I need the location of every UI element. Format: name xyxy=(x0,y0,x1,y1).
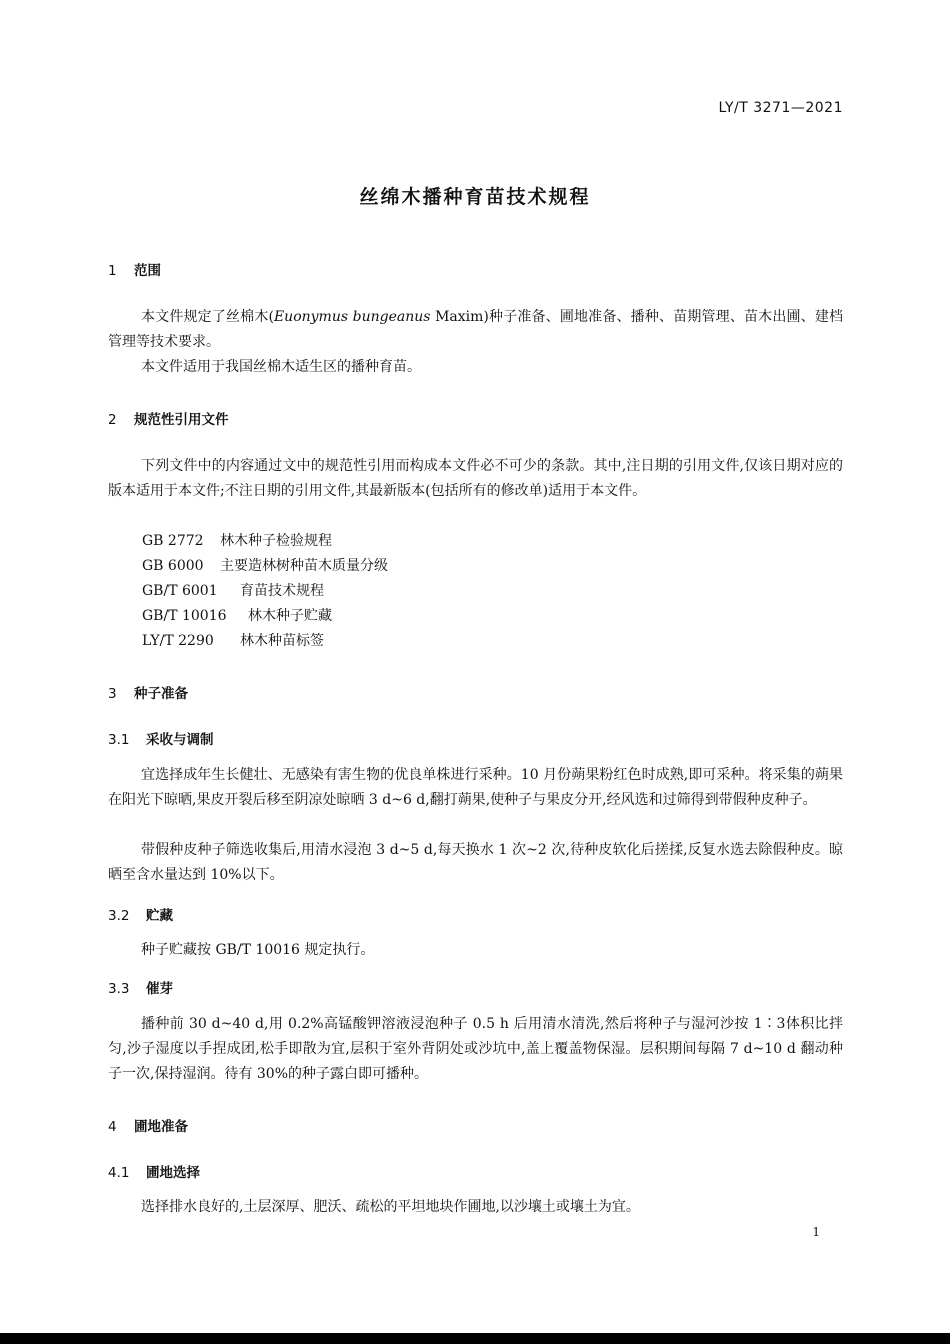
subsection-title: 贮藏 xyxy=(146,908,173,924)
standard-code: LY/T 3271—2021 xyxy=(718,100,843,116)
section-heading-4 xyxy=(108,1115,188,1135)
section-title: 范围 xyxy=(134,263,161,279)
subsection-number: 3.2 xyxy=(108,908,130,924)
subsection-title: 圃地选择 xyxy=(146,1165,200,1181)
scope-paragraph-1 xyxy=(108,305,843,355)
nursery-selection-paragraph: 选择排水良好的,土层深厚、肥沃、疏松的平坦地块作圃地,以沙壤土或壤土为宜。 xyxy=(141,1199,640,1215)
reference-code: GB/T 10016 xyxy=(142,608,227,624)
species-name: Euonymus bungeanus xyxy=(273,309,431,325)
reference-item xyxy=(142,629,324,654)
section-title: 种子准备 xyxy=(134,686,188,702)
reference-title: 林木种子贮藏 xyxy=(248,608,332,624)
page-number: 1 xyxy=(812,1225,820,1239)
reference-code: GB 6000 xyxy=(142,558,204,574)
germination-paragraph: 播种前 30 d~40 d,用 0.2%高锰酸钾溶液浸泡种子 0.5 h 后用清水清洗,然后将种子与湿河沙按 1∶3体积比拌匀,沙子湿度以手捏成团,松手即散为宜,层积于室外背阴处或沙坑中,盖上覆盖物保湿。层积期间每隔 7 d~10 d 翻动种子一次,保持湿润。待有 30%的种子露白即可播种。 xyxy=(108,1016,843,1082)
subsection-heading-3-3 xyxy=(108,977,173,997)
text-run: 本文件规定了丝棉木( xyxy=(141,309,274,325)
reference-title: 主要造林树种苗木质量分级 xyxy=(220,558,388,574)
reference-item xyxy=(142,579,324,604)
section-title: 规范性引用文件 xyxy=(134,412,229,428)
harvest-paragraph-1: 宜选择成年生长健壮、无感染有害生物的优良单株进行采种。10 月份蒴果粉红色时成熟,即可采种。将采集的蒴果在阳光下晾晒,果皮开裂后移至阴凉处晾晒 3 d~6 d,翻打蒴果,使种子与果皮分开,经风选和过筛得到带假种皮种子。 xyxy=(108,767,843,808)
section-heading-3 xyxy=(108,682,188,702)
reference-title: 育苗技术规程 xyxy=(240,583,324,599)
subsection-title: 采收与调制 xyxy=(146,732,214,748)
reference-title: 林木种子检验规程 xyxy=(220,533,332,549)
storage-paragraph: 种子贮藏按 GB/T 10016 规定执行。 xyxy=(141,942,375,958)
reference-title: 林木种苗标签 xyxy=(240,633,324,649)
section-title: 圃地准备 xyxy=(134,1119,188,1135)
subsection-heading-3-2 xyxy=(108,904,173,924)
references-intro: 下列文件中的内容通过文中的规范性引用而构成本文件必不可少的条款。其中,注日期的引用文件,仅该日期对应的版本适用于本文件;不注日期的引用文件,其最新版本(包括所有的修改单)适用于本文件。 xyxy=(108,458,843,499)
subsection-title: 催芽 xyxy=(146,981,173,997)
subsection-number: 4.1 xyxy=(108,1165,130,1181)
reference-item xyxy=(142,529,332,554)
document-title: 丝绵木播种育苗技术规程 xyxy=(359,186,591,208)
scope-paragraph-2: 本文件适用于我国丝棉木适生区的播种育苗。 xyxy=(141,359,421,375)
section-number: 1 xyxy=(108,263,117,279)
section-number: 2 xyxy=(108,412,117,428)
section-heading-2 xyxy=(108,408,229,428)
subsection-number: 3.3 xyxy=(108,981,130,997)
reference-item xyxy=(142,554,388,579)
subsection-heading-3-1 xyxy=(108,728,214,748)
section-number: 4 xyxy=(108,1119,117,1135)
reference-code: LY/T 2290 xyxy=(142,633,214,649)
section-number: 3 xyxy=(108,686,117,702)
subsection-heading-4-1 xyxy=(108,1161,200,1181)
reference-code: GB 2772 xyxy=(142,533,204,549)
reference-item xyxy=(142,604,332,629)
harvest-paragraph-2: 带假种皮种子筛选收集后,用清水浸泡 3 d~5 d,每天换水 1 次~2 次,待种皮软化后搓揉,反复水选去除假种皮。晾晒至含水量达到 10%以下。 xyxy=(108,842,843,883)
subsection-number: 3.1 xyxy=(108,732,130,748)
text-run: Maxim)种子准备、圃地准备、播种、苗期管理、苗木出圃、建档管理等技术要求。 xyxy=(108,309,843,350)
reference-code: GB/T 6001 xyxy=(142,583,218,599)
section-heading-1 xyxy=(108,259,161,279)
bottom-border xyxy=(0,1333,950,1344)
